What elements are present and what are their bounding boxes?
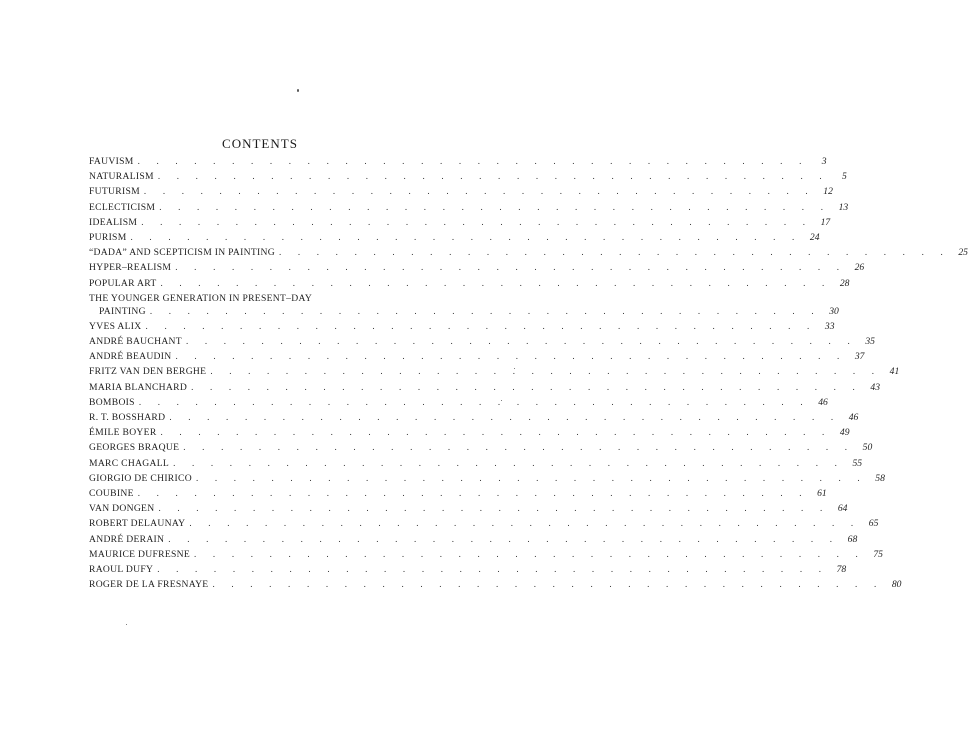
toc-entry-title: YVES ALIX: [89, 320, 142, 332]
toc-entry: [89, 320, 835, 336]
toc-entry: [89, 247, 968, 262]
toc-entry: [89, 366, 900, 381]
toc-page-number: 61: [817, 487, 827, 499]
toc-entry-title: ECLECTICISM: [89, 201, 156, 213]
toc-entry-title: MARC CHAGALL: [89, 457, 170, 469]
toc-entry-title: IDEALISM: [89, 216, 138, 228]
toc-entry: [89, 231, 820, 247]
toc-entry-title: POPULAR ART: [89, 277, 157, 289]
toc-entry-title: ROBERT DELAUNAY: [89, 518, 186, 530]
toc-entry: [89, 579, 902, 594]
toc-page-number: 37: [854, 351, 865, 363]
toc-entry-title: “DADA” AND SCEPTICISM IN PAINTING: [89, 247, 275, 259]
toc-entry: [89, 201, 849, 217]
dot-leader: . . . . . . . . . . . . . . . . . . . . . . . . . . . . . . . . . . . .: [185, 336, 857, 347]
toc-entry-title: GEORGES BRAQUE: [89, 442, 180, 454]
dot-leader: . . . . . . . . . . . . . . . . . . . . . . . . . . . . . . . . . . . .: [145, 320, 817, 331]
toc-page-number: 78: [836, 563, 847, 575]
toc-entry-title: HYPER–REALISM: [89, 262, 172, 274]
toc-page-number: 41: [889, 366, 900, 378]
toc-entry-title: MARIA BLANCHARD: [89, 381, 188, 393]
toc-page-number: 64: [837, 503, 848, 515]
toc-page-number: 5: [842, 171, 847, 183]
toc-entry: [89, 533, 858, 549]
toc-entry-title: RAOUL DUFY: [89, 563, 154, 575]
toc-entry: [89, 427, 850, 442]
toc-entry-title: R. T. BOSSHARD: [89, 412, 166, 423]
toc-page-number: 58: [875, 472, 885, 484]
toc-entry-title: PURISM: [89, 231, 127, 243]
toc-entry: [89, 503, 848, 518]
toc-page-number: 46: [818, 396, 828, 408]
toc-entry: [89, 381, 881, 397]
dot-leader: . . . . . . . . . . . . . . . . . . . . . . . . . . . . . . . . . . . .: [137, 487, 809, 498]
toc-page-number: 30: [829, 305, 839, 317]
dot-leader: . . . . . . . . . . . . . . . . . . . . . . . . . . . . . . . . . . . .: [194, 548, 865, 559]
ink-speck: [297, 89, 299, 92]
toc-entry: [89, 487, 827, 503]
toc-page-number: 65: [868, 518, 879, 530]
toc-entry-title: GIORGIO DE CHIRICO: [89, 472, 192, 484]
dot-leader: . . . . . . . . . . . . . . . . . . . . . . . . . . . . . . . . . . . .: [168, 533, 840, 544]
toc-page-number: 26: [854, 262, 865, 274]
toc-entry: [89, 293, 431, 306]
toc-entry-title: COUBINE: [89, 487, 134, 499]
toc-page-number: 80: [891, 579, 902, 591]
toc-entry: [89, 262, 865, 277]
toc-entry-title: ROGER DE LA FRESNAYE: [89, 579, 209, 591]
toc-entry-title: ANDRÉ BEAUDIN: [89, 351, 172, 363]
toc-page-number: 35: [865, 336, 875, 348]
toc-entry-title: FUTURISM: [89, 186, 140, 198]
dot-leader: . . . . . . . . . . . . . . . . . . . . . . . . . . . . . . . . . . . .: [141, 216, 813, 227]
toc-entry: [89, 351, 865, 366]
toc-entry-title: ANDRÉ BAUCHANT: [89, 336, 182, 348]
toc-entry-title: MAURICE DUFRESNE: [89, 548, 191, 560]
toc-page-number: 33: [824, 320, 835, 332]
toc-entry: [89, 548, 883, 564]
toc-entry-title: VAN DONGEN: [89, 503, 155, 515]
toc-entry: [89, 442, 873, 457]
toc-entry: [89, 412, 859, 427]
dot-leader: . . . . . . . . . . . . . . . . . . . . . . . . . . . . . . . . . . . .: [183, 442, 855, 453]
toc-entry: [89, 277, 850, 293]
toc-page-number: 24: [809, 231, 820, 243]
dot-leader: . . . . . . . . . . . . . . . . . . . . . . . . . . . . . . . . . . . .: [210, 366, 882, 377]
dot-leader: . . . . . . . . . . . . . . . . . . . . . . . . . . . . . . . . . . . .: [195, 472, 867, 483]
toc-page-number: 43: [870, 381, 881, 393]
dot-leader: . . . . . . . . . . . . . . . . . . . . . . . . . . . . . . . . . . . .: [157, 171, 829, 182]
dot-leader: . . . . . . . . . . . . . . . . . . . . . . . . . . . . . . . . . . . .: [175, 351, 847, 362]
toc-entry-title: FRITZ VAN DEN BERGHE: [89, 366, 207, 378]
dot-leader: . . . . . . . . . . . . . . . . . . . . . . . . . . . . . . . . . . . .: [137, 156, 809, 166]
dot-leader: . . . . . . . . . . . . . . . . . . . . . . . . . . . . . . . . . . . .: [173, 457, 845, 468]
toc-entry-title-continued: PAINTING: [99, 305, 146, 317]
dot-leader: . . . . . . . . . . . . . . . . . . . . . . . . . . . . . . . . . . . .: [157, 563, 829, 574]
dot-leader: . . . . . . . . . . . . . . . . . . . . . . . . . . . . . . . . . . . .: [159, 201, 831, 212]
dot-leader: . . . . . . . . . . . . . . . . . . . . . . . . . . . . . . . . . . . .: [130, 231, 802, 242]
toc-page-number: 75: [873, 548, 883, 560]
dot-leader: . . . . . . . . . . . . . . . . . . . . . . . . . . . . . . . . . . . .: [278, 247, 950, 258]
toc-entry: [89, 186, 833, 201]
toc-entry: [89, 216, 831, 232]
dot-leader: . . . . . . . . . . . . . . . . . . . . . . . . . . . . . . . . . . . .: [143, 186, 815, 197]
toc-entry-title: ÉMILE BOYER: [89, 427, 157, 439]
toc-entry: [89, 396, 828, 412]
dot-leader: . . . . . . . . . . . . . . . . . . . . . . . . . . . . . . . . . . . .: [160, 277, 832, 288]
toc-entry-title: THE YOUNGER GENERATION IN PRESENT–DAY: [89, 292, 313, 304]
dot-leader: . . . . . . . . . . . . . . . . . . . . . . . . . . . . . . . . . . . .: [191, 381, 863, 392]
toc-entry: [89, 156, 827, 171]
dot-leader: . . . . . . . . . . . . . . . . . . . . . . . . . . . . . . . . . . . .: [138, 396, 810, 407]
toc-entry: [89, 457, 863, 473]
toc-entry: [89, 563, 847, 579]
toc-entry-continuation: [89, 305, 839, 321]
toc-page-number: 55: [852, 457, 863, 469]
page-title: CONTENTS: [222, 136, 298, 151]
dot-leader: . . . . . . . . . . . . . . . . . . . . . . . . . . . . . . . . . . . .: [169, 412, 841, 422]
toc-page-number: 12: [823, 186, 833, 198]
toc-entry-title: ANDRÉ DERAIN: [89, 533, 165, 545]
toc-page-number: 28: [839, 277, 850, 289]
toc-entry-title: FAUVISM: [89, 156, 134, 167]
table-of-contents: [89, 156, 968, 594]
ink-speck: [126, 624, 127, 625]
toc-entry: [89, 518, 879, 533]
toc-page-number: 13: [838, 201, 849, 213]
dot-leader: . . . . . . . . . . . . . . . . . . . . . . . . . . . . . . . . . . . .: [175, 262, 847, 273]
toc-page-number: 49: [839, 427, 850, 439]
toc-entry: [89, 472, 885, 488]
dot-leader: . . . . . . . . . . . . . . . . . . . . . . . . . . . . . . . . . . . .: [189, 518, 861, 529]
dot-leader: . . . . . . . . . . . . . . . . . . . . . . . . . . . . . . . . . . . .: [149, 305, 821, 316]
toc-page-number: 25: [958, 247, 968, 259]
dot-leader: . . . . . . . . . . . . . . . . . . . . . . . . . . . . . . . . . . . .: [160, 427, 832, 438]
toc-entry-title: NATURALISM: [89, 171, 154, 183]
toc-page-number: 68: [847, 533, 858, 545]
toc-entry: [89, 171, 847, 186]
toc-page-number: 3: [821, 156, 827, 167]
toc-page-number: 46: [848, 412, 859, 423]
toc-page-number: 17: [820, 216, 831, 228]
toc-page-number: 50: [862, 442, 873, 454]
dot-leader: . . . . . . . . . . . . . . . . . . . . . . . . . . . . . . . . . . . .: [158, 503, 830, 514]
toc-entry-title: BOMBOIS: [89, 396, 135, 408]
toc-entry: [89, 336, 875, 351]
dot-leader: . . . . . . . . . . . . . . . . . . . . . . . . . . . . . . . . . . . .: [212, 579, 884, 590]
